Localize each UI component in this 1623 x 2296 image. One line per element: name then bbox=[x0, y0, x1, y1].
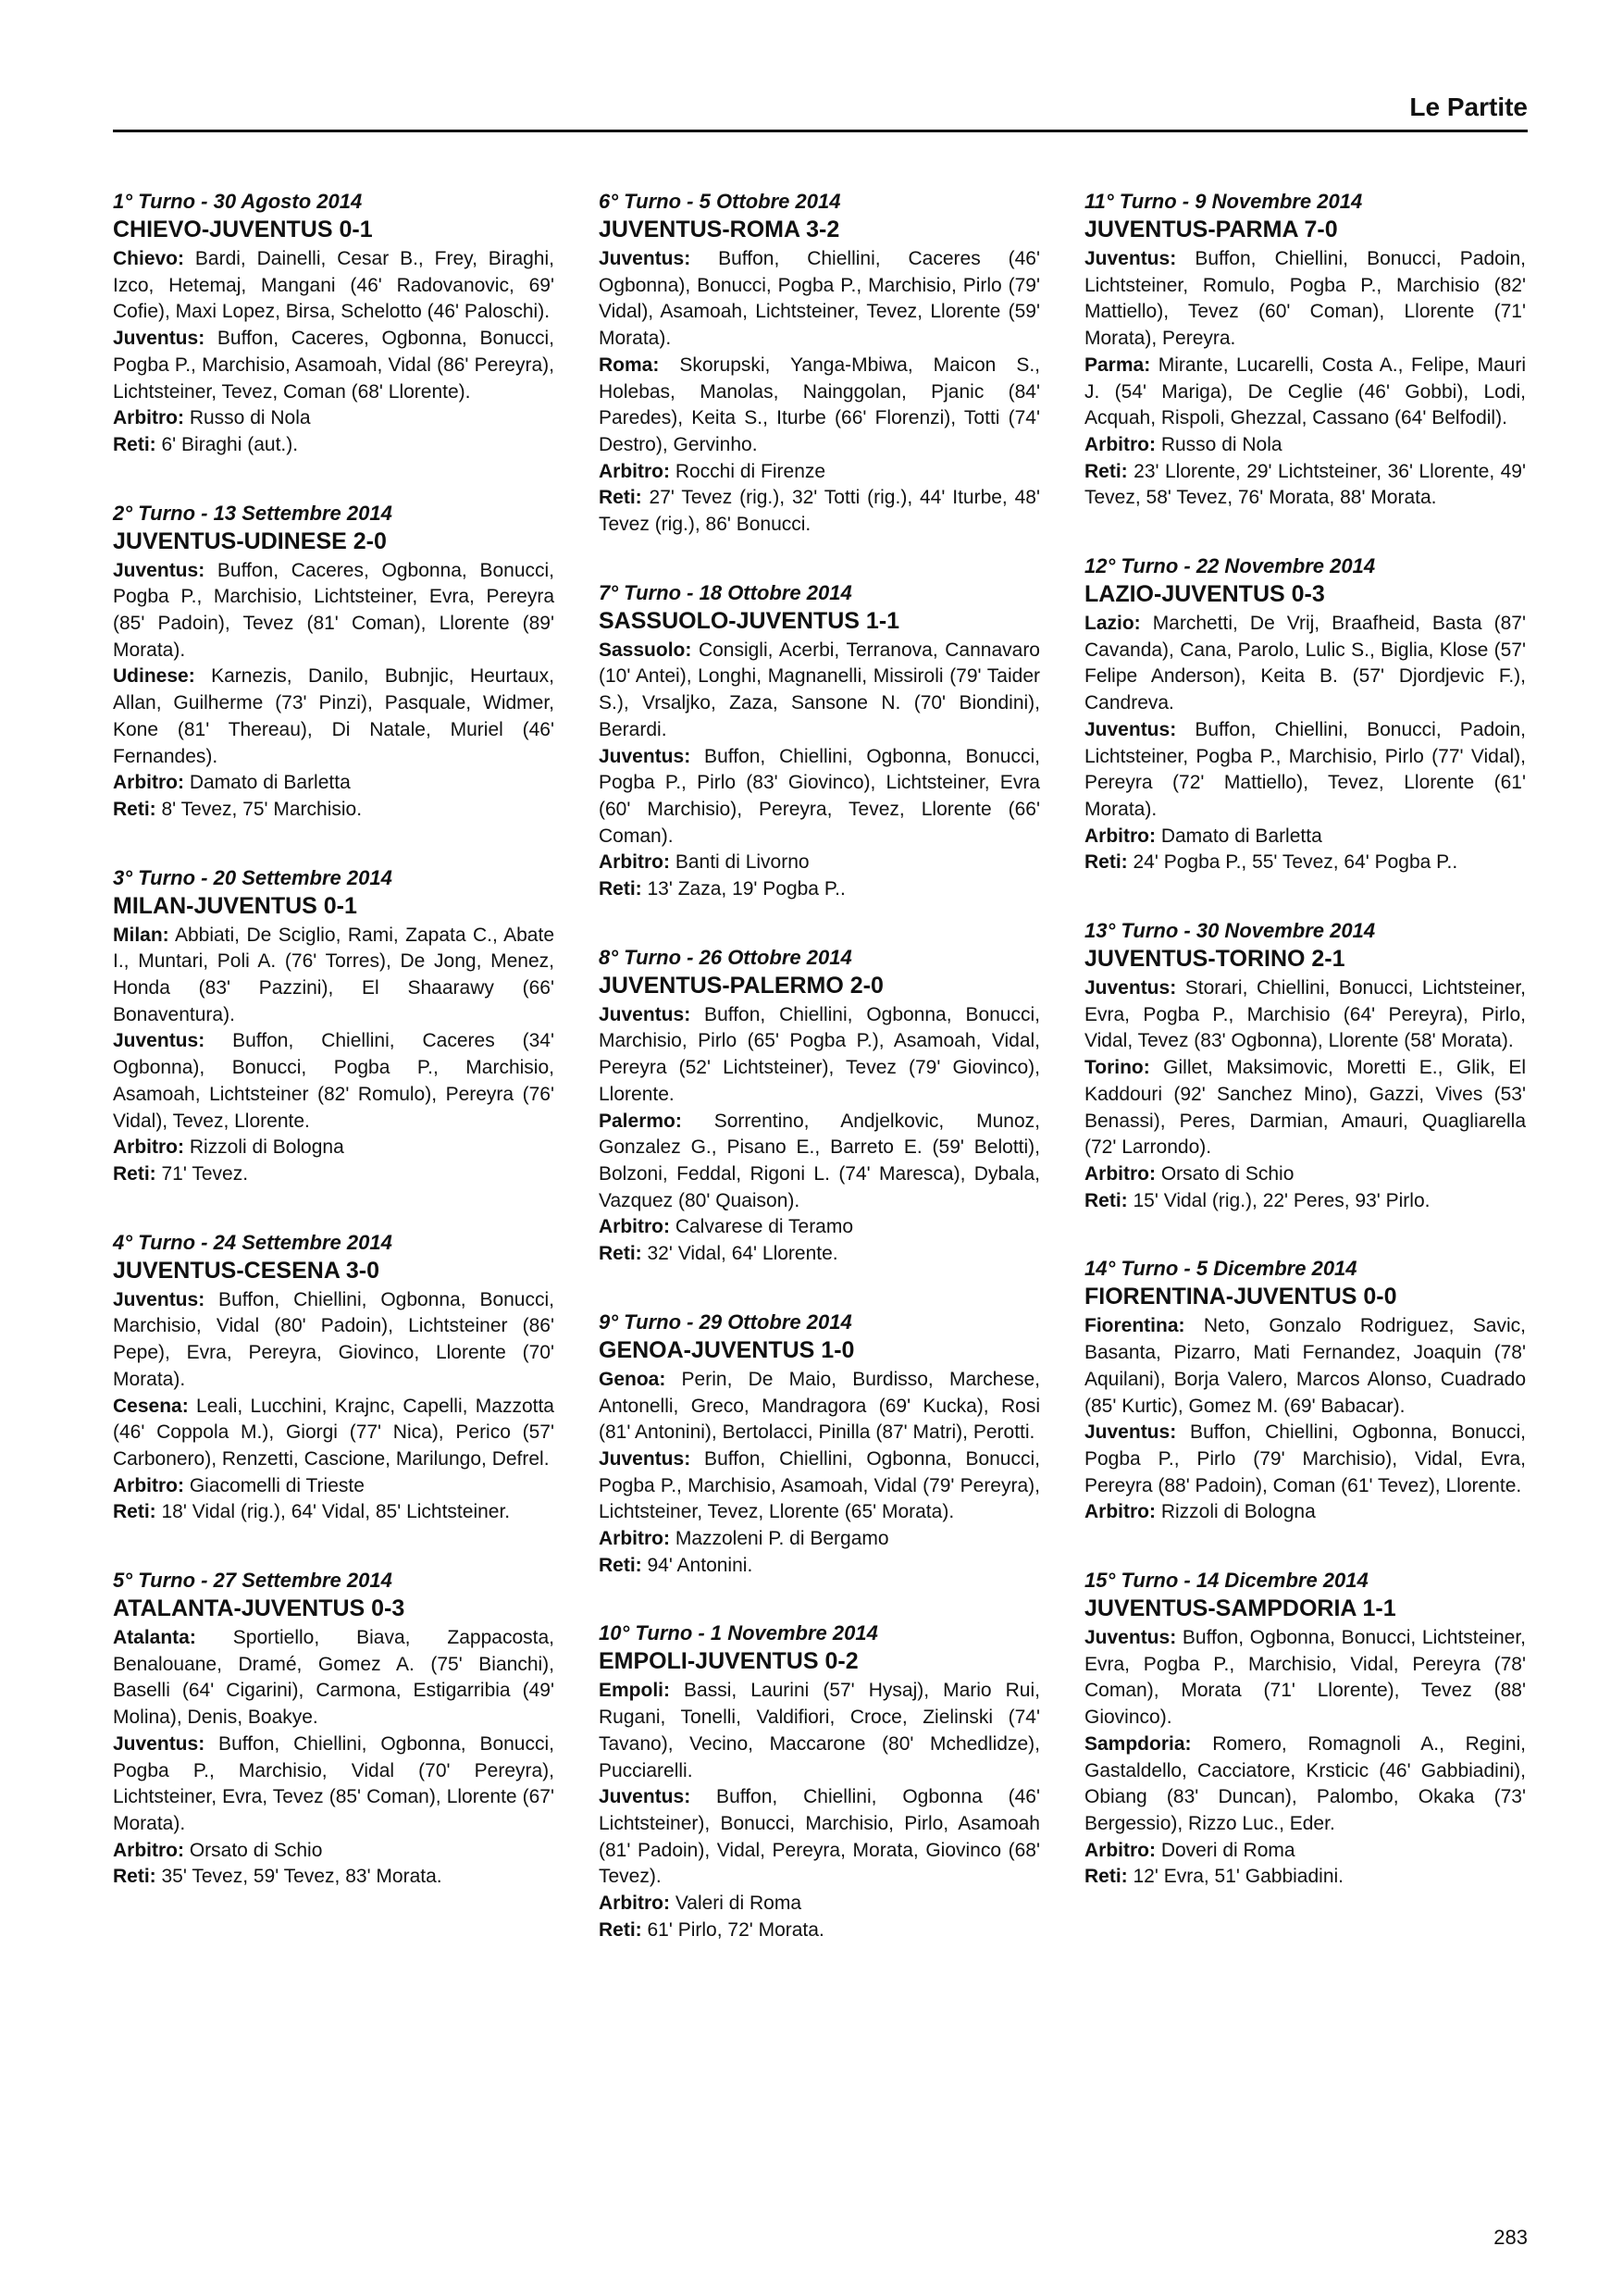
match-title: SASSUOLO-JUVENTUS 1-1 bbox=[599, 607, 900, 634]
match-detail-line bbox=[1084, 1625, 1526, 1731]
match-detail-line bbox=[599, 1526, 1040, 1553]
detail-label: Arbitro: bbox=[1084, 1839, 1156, 1861]
match-detail-line bbox=[113, 1864, 554, 1891]
match-entry bbox=[599, 188, 1040, 539]
detail-text: Buffon, Chiellini, Ogbonna, Bonucci, Pogba P., Pirlo (79' Marchisio), Vidal, Evra, Pereyra (88' Padoin), Coman (61' Tevez), Llorente. bbox=[1084, 1421, 1526, 1496]
detail-label: Sampdoria: bbox=[1084, 1732, 1192, 1755]
detail-text: Consigli, Acerbi, Terranova, Cannavaro (10' Antei), Longhi, Magnanelli, Missiroli (79' Taider S.), Vrsaljko, Zaza, Sansone N. (70' Biondini), Berardi. bbox=[599, 639, 1040, 740]
match-detail-line bbox=[599, 485, 1040, 538]
match-turn-date: 15° Turno - 14 Dicembre 2014 bbox=[1084, 1569, 1369, 1593]
detail-label: Juventus: bbox=[1084, 1627, 1177, 1649]
match-entry bbox=[1084, 917, 1526, 1214]
match-detail-line bbox=[1084, 1499, 1526, 1526]
detail-label: Cesena: bbox=[113, 1395, 189, 1417]
detail-label: Juventus: bbox=[113, 1288, 205, 1310]
detail-text: Perin, De Maio, Burdisso, Marchese, Antonelli, Greco, Mandragora (69' Kucka), Rosi (81' Antonini), Bertolacci, Pinilla (87' Matri), Perotti. bbox=[599, 1368, 1040, 1444]
match-entry bbox=[113, 864, 554, 1188]
match-entry bbox=[599, 579, 1040, 903]
match-detail-line bbox=[599, 1784, 1040, 1891]
detail-text: Buffon, Chiellini, Ogbonna, Bonucci, Pogba P., Marchisio, Asamoah, Vidal (79' Pereyra), Lichtsteiner, Tevez, Llorente (65' Morata). bbox=[599, 1447, 1040, 1523]
detail-text: 23' Llorente, 29' Lichtsteiner, 36' Llorente, 49' Tevez, 58' Tevez, 76' Morata, 88' Morata. bbox=[1084, 460, 1526, 509]
detail-text: Calvarese di Teramo bbox=[670, 1216, 854, 1238]
match-turn-date: 1° Turno - 30 Agosto 2014 bbox=[113, 190, 363, 213]
match-detail-line bbox=[599, 1109, 1040, 1215]
detail-text: Mazzoleni P. di Bergamo bbox=[670, 1528, 889, 1550]
detail-label: Arbitro: bbox=[113, 772, 184, 794]
detail-text: Skorupski, Yanga-Mbiwa, Maicon S., Holebas, Manolas, Nainggolan, Pjanic (84' Paredes), Keita S., Iturbe (66' Florenzi), Totti (74' Destro), Gervinho. bbox=[599, 354, 1040, 455]
detail-text: 94' Antonini. bbox=[641, 1554, 753, 1576]
detail-label: Reti: bbox=[599, 1554, 642, 1576]
match-detail-line bbox=[113, 1161, 554, 1188]
detail-label: Reti: bbox=[113, 798, 156, 820]
match-detail-line bbox=[113, 1287, 554, 1394]
match-detail-line bbox=[1084, 850, 1526, 876]
match-detail-line bbox=[113, 1394, 554, 1473]
match-detail-line bbox=[113, 1473, 554, 1500]
match-entry bbox=[113, 1567, 554, 1891]
detail-text: Romero, Romagnoli A., Regini, Gastaldello, Cacciatore, Krsticic (46' Gabbiadini), Obiang (83' Duncan), Palombo, Okaka (73' Bergessio), Rizzo Luc., Eder. bbox=[1084, 1732, 1526, 1834]
detail-text: Buffon, Ogbonna, Bonucci, Lichtsteiner, Evra, Pogba P., Marchisio, Vidal, Pereyra (78' Coman), Morata (71' Llorente), Tevez (88' Giovinco). bbox=[1084, 1627, 1526, 1729]
detail-label: Chievo: bbox=[113, 248, 185, 269]
detail-text: 8' Tevez, 75' Marchisio. bbox=[155, 798, 363, 820]
detail-label: Palermo: bbox=[599, 1110, 682, 1132]
match-turn-date: 5° Turno - 27 Settembre 2014 bbox=[113, 1569, 392, 1593]
detail-text: 32' Vidal, 64' Llorente. bbox=[641, 1243, 838, 1265]
detail-text: Buffon, Chiellini, Caceres (46' Ogbonna), Bonucci, Pogba P., Marchisio, Pirlo (79' Vidal), Asamoah, Lichtsteiner, Tevez, Llorente (59' Morata). bbox=[599, 248, 1040, 350]
match-detail-line bbox=[599, 1553, 1040, 1580]
match-turn-date: 6° Turno - 5 Ottobre 2014 bbox=[599, 190, 841, 213]
match-title: JUVENTUS-CESENA 3-0 bbox=[113, 1257, 380, 1284]
detail-label: Reti: bbox=[599, 487, 642, 509]
match-title: JUVENTUS-UDINESE 2-0 bbox=[113, 527, 387, 554]
match-detail-line bbox=[113, 1135, 554, 1161]
match-turn-date: 3° Turno - 20 Settembre 2014 bbox=[113, 865, 392, 889]
match-detail-line bbox=[1084, 975, 1526, 1055]
detail-label: Arbitro: bbox=[113, 1839, 184, 1861]
column-1 bbox=[113, 188, 554, 1984]
detail-label: Arbitro: bbox=[1084, 1501, 1156, 1523]
detail-label: Reti: bbox=[113, 433, 156, 455]
detail-label: Fiorentina: bbox=[1084, 1315, 1185, 1337]
match-detail-line bbox=[113, 797, 554, 824]
detail-text: Orsato di Schio bbox=[1156, 1162, 1295, 1185]
match-detail-line bbox=[599, 459, 1040, 486]
detail-label: Milan: bbox=[113, 924, 169, 946]
match-turn-date: 9° Turno - 29 Ottobre 2014 bbox=[599, 1309, 852, 1334]
match-title: ATALANTA-JUVENTUS 0-3 bbox=[113, 1595, 405, 1622]
match-detail-line bbox=[599, 1241, 1040, 1268]
detail-text: Abbiati, De Sciglio, Rami, Zapata C., Abate I., Muntari, Poli A. (76' Torres), De Jong, Menez, Honda (83' Pazzini), El Shaarawy (66' Bonaventura). bbox=[113, 924, 554, 1025]
match-entry bbox=[599, 944, 1040, 1268]
detail-text: Buffon, Caceres, Ogbonna, Bonucci, Pogba P., Marchisio, Lichtsteiner, Evra, Pereyra (85' Padoin), Tevez (81' Coman), Llorente (89' Morata). bbox=[113, 559, 554, 661]
detail-text: Buffon, Chiellini, Bonucci, Padoin, Lichtsteiner, Romulo, Pogba P., Marchisio (82' Mattiello), Tevez (60' Coman), Llorente (71' Morata), Pereyra. bbox=[1084, 248, 1526, 350]
detail-text: 18' Vidal (rig.), 64' Vidal, 85' Lichtsteiner. bbox=[155, 1501, 511, 1523]
detail-label: Genoa: bbox=[599, 1368, 666, 1390]
match-detail-line bbox=[1084, 1188, 1526, 1215]
match-detail-line bbox=[1084, 459, 1526, 512]
match-title: FIORENTINA-JUVENTUS 0-0 bbox=[1084, 1284, 1397, 1310]
match-title: GENOA-JUVENTUS 1-0 bbox=[599, 1336, 855, 1363]
detail-label: Torino: bbox=[1084, 1057, 1150, 1079]
match-entry bbox=[599, 1309, 1040, 1580]
detail-text: Buffon, Chiellini, Caceres (34' Ogbonna), Bonucci, Pogba P., Marchisio, Asamoah, Lichtsteiner (82' Romulo), Pereyra (76' Vidal), Tevez, Llorente. bbox=[113, 1030, 554, 1132]
detail-label: Reti: bbox=[599, 1243, 642, 1265]
detail-label: Juventus: bbox=[113, 1732, 205, 1755]
detail-label: Parma: bbox=[1084, 354, 1151, 376]
match-detail-line bbox=[1084, 1055, 1526, 1161]
detail-text: Buffon, Chiellini, Ogbonna, Bonucci, Pogba P., Pirlo (83' Giovinco), Lichtsteiner, Evra (60' Marchisio), Pereyra, Tevez, Llorente (66' Coman). bbox=[599, 745, 1040, 847]
match-detail-line bbox=[599, 1367, 1040, 1446]
match-detail-line bbox=[113, 1499, 554, 1526]
detail-text: Storari, Chiellini, Bonucci, Lichtsteiner, Evra, Pogba P., Marchisio (64' Pereyra), Pirlo, Vidal, Tevez (83' Ogbonna), Llorente (58' Morata). bbox=[1084, 977, 1526, 1052]
match-detail-line bbox=[113, 1625, 554, 1731]
match-turn-date: 14° Turno - 5 Dicembre 2014 bbox=[1084, 1257, 1357, 1281]
detail-text: Orsato di Schio bbox=[184, 1839, 323, 1861]
detail-text: Damato di Barletta bbox=[1156, 825, 1322, 847]
match-entry bbox=[1084, 188, 1526, 512]
match-detail-line bbox=[1084, 1313, 1526, 1420]
detail-label: Juventus: bbox=[113, 1030, 205, 1052]
match-detail-line bbox=[599, 876, 1040, 903]
match-entry bbox=[599, 1620, 1040, 1943]
detail-text: Damato di Barletta bbox=[184, 772, 351, 794]
detail-label: Juventus: bbox=[1084, 1421, 1177, 1444]
detail-text: 6' Biraghi (aut.). bbox=[155, 433, 299, 455]
detail-text: 24' Pogba P., 55' Tevez, 64' Pogba P.. bbox=[1127, 851, 1458, 874]
detail-label: Arbitro: bbox=[113, 407, 184, 429]
detail-text: Sportiello, Biava, Zappacosta, Benalouane, Dramé, Gomez A. (75' Bianchi), Baselli (64' Cigarini), Carmona, Estigarribia (49' Molina), Denis, Boakye. bbox=[113, 1627, 554, 1729]
detail-label: Juventus: bbox=[1084, 248, 1177, 269]
match-turn-date: 11° Turno - 9 Novembre 2014 bbox=[1084, 190, 1363, 213]
detail-text: 71' Tevez. bbox=[155, 1162, 249, 1185]
match-title: JUVENTUS-SAMPDORIA 1-1 bbox=[1084, 1595, 1396, 1622]
match-detail-line bbox=[1084, 246, 1526, 353]
detail-text: Valeri di Roma bbox=[670, 1893, 801, 1915]
match-detail-line bbox=[1084, 1420, 1526, 1499]
match-detail-line bbox=[113, 432, 554, 459]
detail-label: Arbitro: bbox=[1084, 433, 1156, 455]
detail-label: Arbitro: bbox=[1084, 1162, 1156, 1185]
detail-label: Roma: bbox=[599, 354, 660, 376]
match-detail-line bbox=[1084, 717, 1526, 824]
detail-label: Juventus: bbox=[599, 1447, 691, 1470]
match-columns bbox=[113, 188, 1528, 1984]
detail-text: Buffon, Chiellini, Bonucci, Padoin, Lichtsteiner, Pogba P., Marchisio, Pirlo (77' Vidal), Pereyra (72' Mattiello), Tevez, Llorente (61' Morata). bbox=[1084, 718, 1526, 820]
match-detail-line bbox=[599, 1891, 1040, 1917]
match-title: CHIEVO-JUVENTUS 0-1 bbox=[113, 217, 373, 242]
match-detail-line bbox=[113, 1731, 554, 1838]
match-detail-line bbox=[1084, 353, 1526, 432]
match-title: JUVENTUS-TORINO 2-1 bbox=[1084, 946, 1345, 973]
match-detail-line bbox=[113, 558, 554, 664]
section-title: Le Partite bbox=[1409, 93, 1528, 121]
detail-label: Udinese: bbox=[113, 665, 195, 688]
detail-label: Reti: bbox=[1084, 1866, 1128, 1888]
match-turn-date: 12° Turno - 22 Novembre 2014 bbox=[1084, 554, 1376, 578]
detail-label: Lazio: bbox=[1084, 613, 1141, 635]
detail-text: Buffon, Chiellini, Ogbonna, Bonucci, Marchisio, Pirlo (65' Pogba P.), Asamoah, Vidal, Pereyra (52' Lichtsteiner), Tevez (79' Giovinco), Llorente. bbox=[599, 1003, 1040, 1105]
match-detail-line bbox=[599, 1002, 1040, 1109]
match-turn-date: 2° Turno - 13 Settembre 2014 bbox=[113, 501, 392, 525]
match-turn-date: 4° Turno - 24 Settembre 2014 bbox=[113, 1230, 392, 1254]
match-entry bbox=[1084, 1255, 1526, 1526]
detail-label: Reti: bbox=[1084, 851, 1128, 874]
detail-text: Buffon, Caceres, Ogbonna, Bonucci, Pogba P., Marchisio, Asamoah, Vidal (86' Pereyra), Lichtsteiner, Tevez, Coman (68' Llorente). bbox=[113, 328, 554, 403]
match-turn-date: 8° Turno - 26 Ottobre 2014 bbox=[599, 945, 852, 969]
header-divider bbox=[113, 130, 1528, 132]
detail-text: Russo di Nola bbox=[1156, 433, 1282, 455]
match-detail-line bbox=[1084, 824, 1526, 850]
match-entry bbox=[113, 500, 554, 824]
match-detail-line bbox=[599, 744, 1040, 850]
detail-text: Banti di Livorno bbox=[670, 851, 810, 874]
detail-text: Sorrentino, Andjelkovic, Munoz, Gonzalez G., Pisano E., Barreto E. (59' Belotti), Bolzoni, Feddal, Rigoni L. (74' Maresca), Dybala, Vazquez (80' Quaison). bbox=[599, 1110, 1040, 1211]
detail-text: Bassi, Laurini (57' Hysaj), Mario Rui, Rugani, Tonelli, Valdifiori, Croce, Zielinski (74' Tavano), Vecino, Maccarone (80' Mchedlidze), Pucciarelli. bbox=[599, 1680, 1040, 1781]
detail-text: 27' Tevez (rig.), 32' Totti (rig.), 44' Iturbe, 48' Tevez (rig.), 86' Bonucci. bbox=[599, 487, 1040, 536]
detail-text: 35' Tevez, 59' Tevez, 83' Morata. bbox=[155, 1866, 442, 1888]
detail-text: Rizzoli di Bologna bbox=[1156, 1501, 1316, 1523]
match-entry bbox=[1084, 1567, 1526, 1891]
detail-text: 15' Vidal (rig.), 22' Peres, 93' Pirlo. bbox=[1127, 1189, 1431, 1211]
match-detail-line bbox=[1084, 1864, 1526, 1891]
match-entry bbox=[1084, 552, 1526, 876]
detail-label: Juventus: bbox=[599, 1786, 691, 1808]
detail-label: Empoli: bbox=[599, 1680, 670, 1702]
match-title: JUVENTUS-ROMA 3-2 bbox=[599, 217, 840, 242]
match-detail-line bbox=[599, 638, 1040, 744]
match-title: LAZIO-JUVENTUS 0-3 bbox=[1084, 581, 1325, 608]
detail-label: Reti: bbox=[113, 1501, 156, 1523]
detail-label: Sassuolo: bbox=[599, 639, 692, 661]
detail-label: Arbitro: bbox=[599, 1528, 670, 1550]
match-detail-line bbox=[113, 1028, 554, 1135]
detail-text: Doveri di Roma bbox=[1156, 1839, 1295, 1861]
match-detail-line bbox=[599, 1446, 1040, 1526]
detail-label: Arbitro: bbox=[113, 1474, 184, 1496]
detail-label: Reti: bbox=[113, 1866, 156, 1888]
detail-text: Karnezis, Danilo, Bubnjic, Heurtaux, Allan, Guilherme (73' Pinzi), Pasquale, Widmer, Kone (81' Thereau), Di Natale, Muriel (46' Fernandes). bbox=[113, 665, 554, 767]
detail-label: Juventus: bbox=[1084, 718, 1177, 740]
match-entry bbox=[113, 188, 554, 459]
column-2 bbox=[599, 188, 1040, 1984]
detail-text: Bardi, Dainelli, Cesar B., Frey, Biraghi, Izco, Hetemaj, Mangani (46' Radovanovic, 69' Cofie), Maxi Lopez, Birsa, Schelotto (46' Paloschi). bbox=[113, 248, 554, 323]
detail-label: Juventus: bbox=[599, 248, 691, 269]
detail-text: Rocchi di Firenze bbox=[670, 460, 826, 482]
detail-label: Arbitro: bbox=[1084, 825, 1156, 847]
match-title: EMPOLI-JUVENTUS 0-2 bbox=[599, 1648, 859, 1675]
match-detail-line bbox=[1084, 611, 1526, 717]
detail-label: Reti: bbox=[1084, 1189, 1128, 1211]
match-detail-line bbox=[599, 1678, 1040, 1784]
detail-text: 13' Zaza, 19' Pogba P.. bbox=[641, 878, 846, 900]
detail-text: Russo di Nola bbox=[184, 407, 311, 429]
detail-label: Arbitro: bbox=[599, 1893, 670, 1915]
page-number: 283 bbox=[1493, 2226, 1528, 2249]
match-detail-line bbox=[599, 1214, 1040, 1241]
match-detail-line bbox=[113, 664, 554, 770]
detail-label: Reti: bbox=[599, 878, 642, 900]
detail-text: Mirante, Lucarelli, Costa A., Felipe, Mauri J. (54' Mariga), De Ceglie (46' Gobbi), Lodi, Acquah, Rispoli, Ghezzal, Cassano (64' Belfodil). bbox=[1084, 354, 1526, 429]
detail-label: Juventus: bbox=[113, 559, 205, 581]
match-title: JUVENTUS-PALERMO 2-0 bbox=[599, 972, 884, 999]
match-title: MILAN-JUVENTUS 0-1 bbox=[113, 892, 357, 919]
detail-label: Juventus: bbox=[1084, 977, 1177, 999]
match-detail-line bbox=[113, 246, 554, 326]
match-detail-line bbox=[599, 246, 1040, 353]
column-3 bbox=[1084, 188, 1526, 1984]
match-turn-date: 7° Turno - 18 Ottobre 2014 bbox=[599, 580, 852, 604]
detail-text: 61' Pirlo, 72' Morata. bbox=[641, 1918, 824, 1941]
match-detail-line bbox=[599, 1917, 1040, 1944]
match-detail-line bbox=[113, 923, 554, 1029]
detail-label: Juventus: bbox=[113, 328, 205, 350]
match-turn-date: 13° Turno - 30 Novembre 2014 bbox=[1084, 919, 1376, 943]
detail-text: Buffon, Chiellini, Ogbonna (46' Lichtsteiner), Bonucci, Marchisio, Pirlo, Asamoah (81' Padoin), Vidal, Pereyra, Morata, Giovinco (68' Tevez). bbox=[599, 1786, 1040, 1888]
match-detail-line bbox=[599, 353, 1040, 459]
match-detail-line bbox=[113, 326, 554, 405]
detail-label: Reti: bbox=[599, 1918, 642, 1941]
match-detail-line bbox=[113, 1838, 554, 1865]
detail-text: Giacomelli di Trieste bbox=[184, 1474, 365, 1496]
detail-text: Buffon, Chiellini, Ogbonna, Bonucci, Marchisio, Vidal (80' Padoin), Lichtsteiner (86' Pepe), Evra, Pereyra, Giovinco, Llorente (70' Morata). bbox=[113, 1288, 554, 1390]
match-detail-line bbox=[1084, 1838, 1526, 1865]
detail-text: 12' Evra, 51' Gabbiadini. bbox=[1127, 1866, 1344, 1888]
detail-text: Neto, Gonzalo Rodriguez, Savic, Basanta, Pizarro, Mati Fernandez, Joaquin (78' Aquilani), Borja Valero, Marcos Alonso, Cuadrado (85' Kurtic), Gomez M. (69' Babacar). bbox=[1084, 1315, 1526, 1417]
match-title: JUVENTUS-PARMA 7-0 bbox=[1084, 217, 1338, 242]
detail-label: Arbitro: bbox=[599, 460, 670, 482]
match-turn-date: 10° Turno - 1 Novembre 2014 bbox=[599, 1621, 878, 1645]
detail-label: Juventus: bbox=[599, 745, 691, 767]
match-detail-line bbox=[599, 850, 1040, 876]
match-detail-line bbox=[1084, 1161, 1526, 1188]
match-detail-line bbox=[113, 770, 554, 797]
match-detail-line bbox=[1084, 1731, 1526, 1838]
match-detail-line bbox=[113, 405, 554, 432]
match-detail-line bbox=[1084, 432, 1526, 459]
detail-label: Arbitro: bbox=[113, 1136, 184, 1159]
detail-text: Leali, Lucchini, Krajnc, Capelli, Mazzotta (46' Coppola M.), Giorgi (77' Nica), Perico (57' Carbonero), Renzetti, Cascione, Marilungo, Defrel. bbox=[113, 1395, 554, 1470]
detail-text: Marchetti, De Vrij, Braafheid, Basta (87' Cavanda), Cana, Parolo, Lulic S., Biglia, Klose (57' Felipe Anderson), Keita B. (57' Djordjevic F.), Candreva. bbox=[1084, 613, 1526, 714]
detail-label: Reti: bbox=[1084, 460, 1128, 482]
detail-label: Atalanta: bbox=[113, 1627, 196, 1649]
detail-text: Gillet, Maksimovic, Moretti E., Glik, El Kaddouri (92' Sanchez Mino), Gazzi, Vives (53' Benassi), Peres, Darmian, Amauri, Quagliarella (72' Larrondo). bbox=[1084, 1057, 1526, 1159]
detail-label: Arbitro: bbox=[599, 1216, 670, 1238]
detail-text: Buffon, Chiellini, Ogbonna, Bonucci, Pogba P., Marchisio, Vidal (70' Pereyra), Lichtsteiner, Evra, Tevez (85' Coman), Llorente (67' Morata). bbox=[113, 1732, 554, 1834]
match-entry bbox=[113, 1229, 554, 1526]
detail-label: Reti: bbox=[113, 1162, 156, 1185]
detail-label: Arbitro: bbox=[599, 851, 670, 874]
detail-text: Rizzoli di Bologna bbox=[184, 1136, 344, 1159]
detail-label: Juventus: bbox=[599, 1003, 691, 1025]
